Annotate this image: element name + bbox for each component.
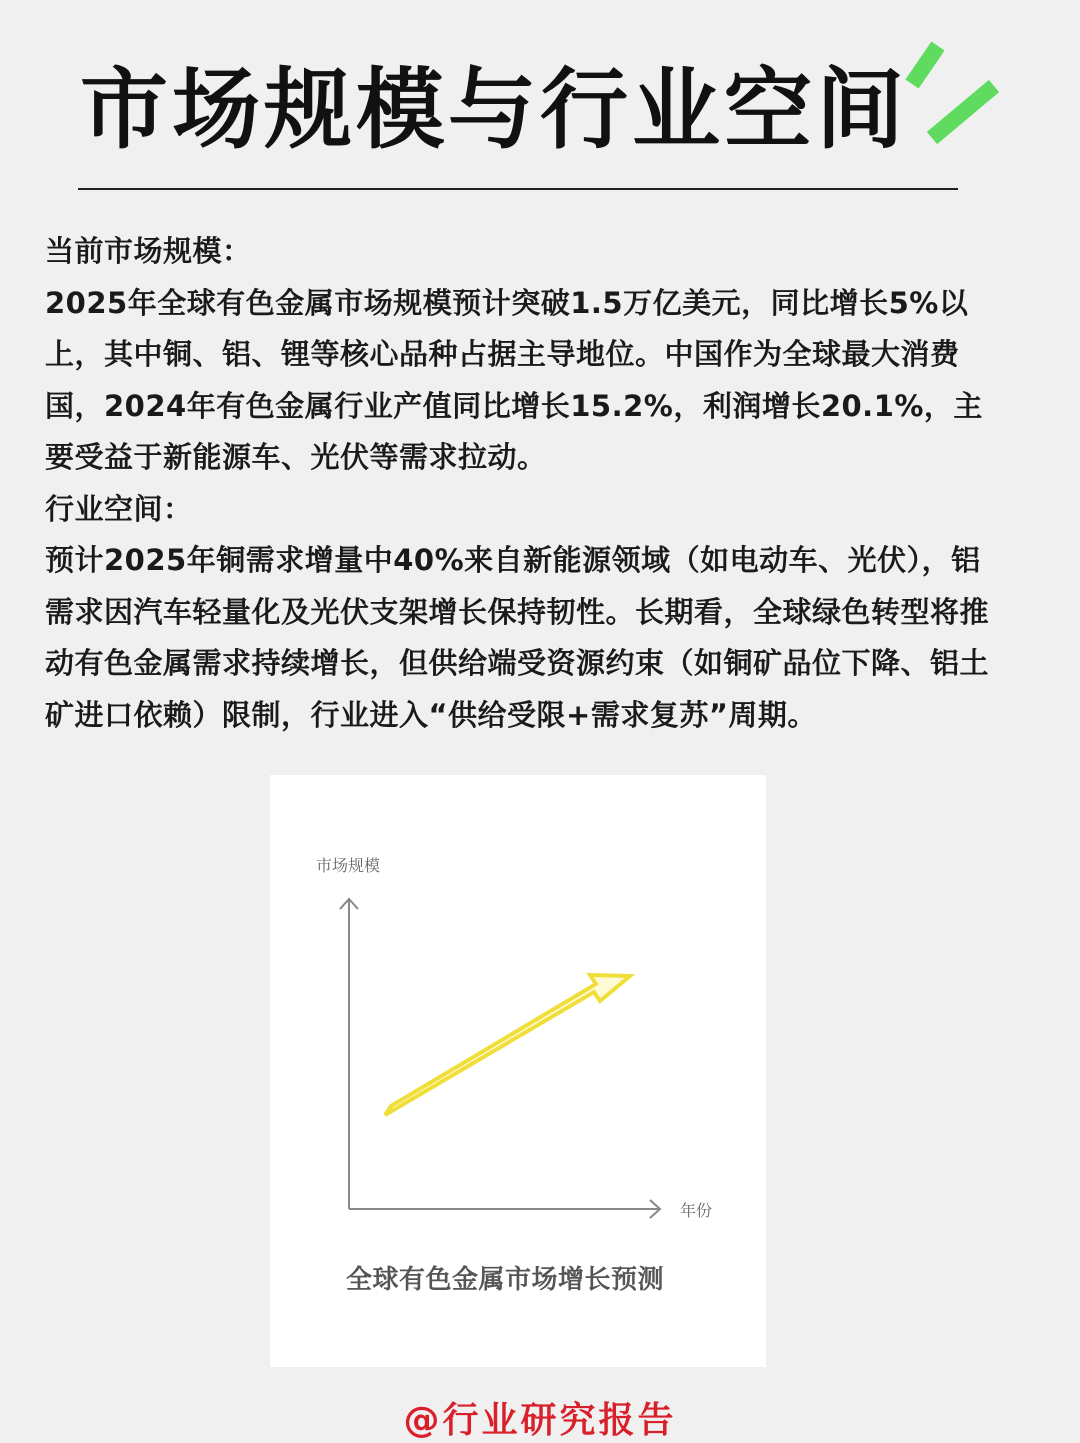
title-divider <box>78 188 958 190</box>
author-watermark: @行业研究报告 <box>403 1400 677 1441</box>
growth-figure <box>270 775 766 1367</box>
section-heading-industry-space: 行业空间： <box>45 491 193 526</box>
page-title: 市场规模与行业空间 <box>80 58 909 161</box>
figure-caption: 全球有色金属市场增长预测 <box>345 1265 664 1295</box>
paragraph-industry-space: 预计2025年铜需求增量中40%来自新能源领域（如电动车、光伏），铝需求因汽车轻量化及光伏支架增长保持韧性。长期看，全球绿色转型将推动有色金属需求持续增长，但供给端受资源约束（如铜矿品位下降、铝土矿进口依赖）限制，行业进入“供给受限+需求复苏”周期。 <box>45 543 990 732</box>
paragraph-market-size: 2025年全球有色金属市场规模预计突破1.5万亿美元，同比增长5%以上，其中铜、铝、锂等核心品种占据主导地位。中国作为全球最大消费国，2024年有色金属行业产值同比增长15.2%，利润增长20.1%，主要受益于新能源车、光伏等需求拉动。 <box>45 285 983 474</box>
y-axis-label: 市场规模 <box>316 856 381 875</box>
section-heading-market-size: 当前市场规模： <box>45 234 252 268</box>
accent-slash-icon <box>890 30 1020 160</box>
article-body <box>45 226 990 741</box>
x-axis-label: 年份 <box>680 1201 713 1220</box>
trend-up-arrow-icon <box>385 975 630 1115</box>
